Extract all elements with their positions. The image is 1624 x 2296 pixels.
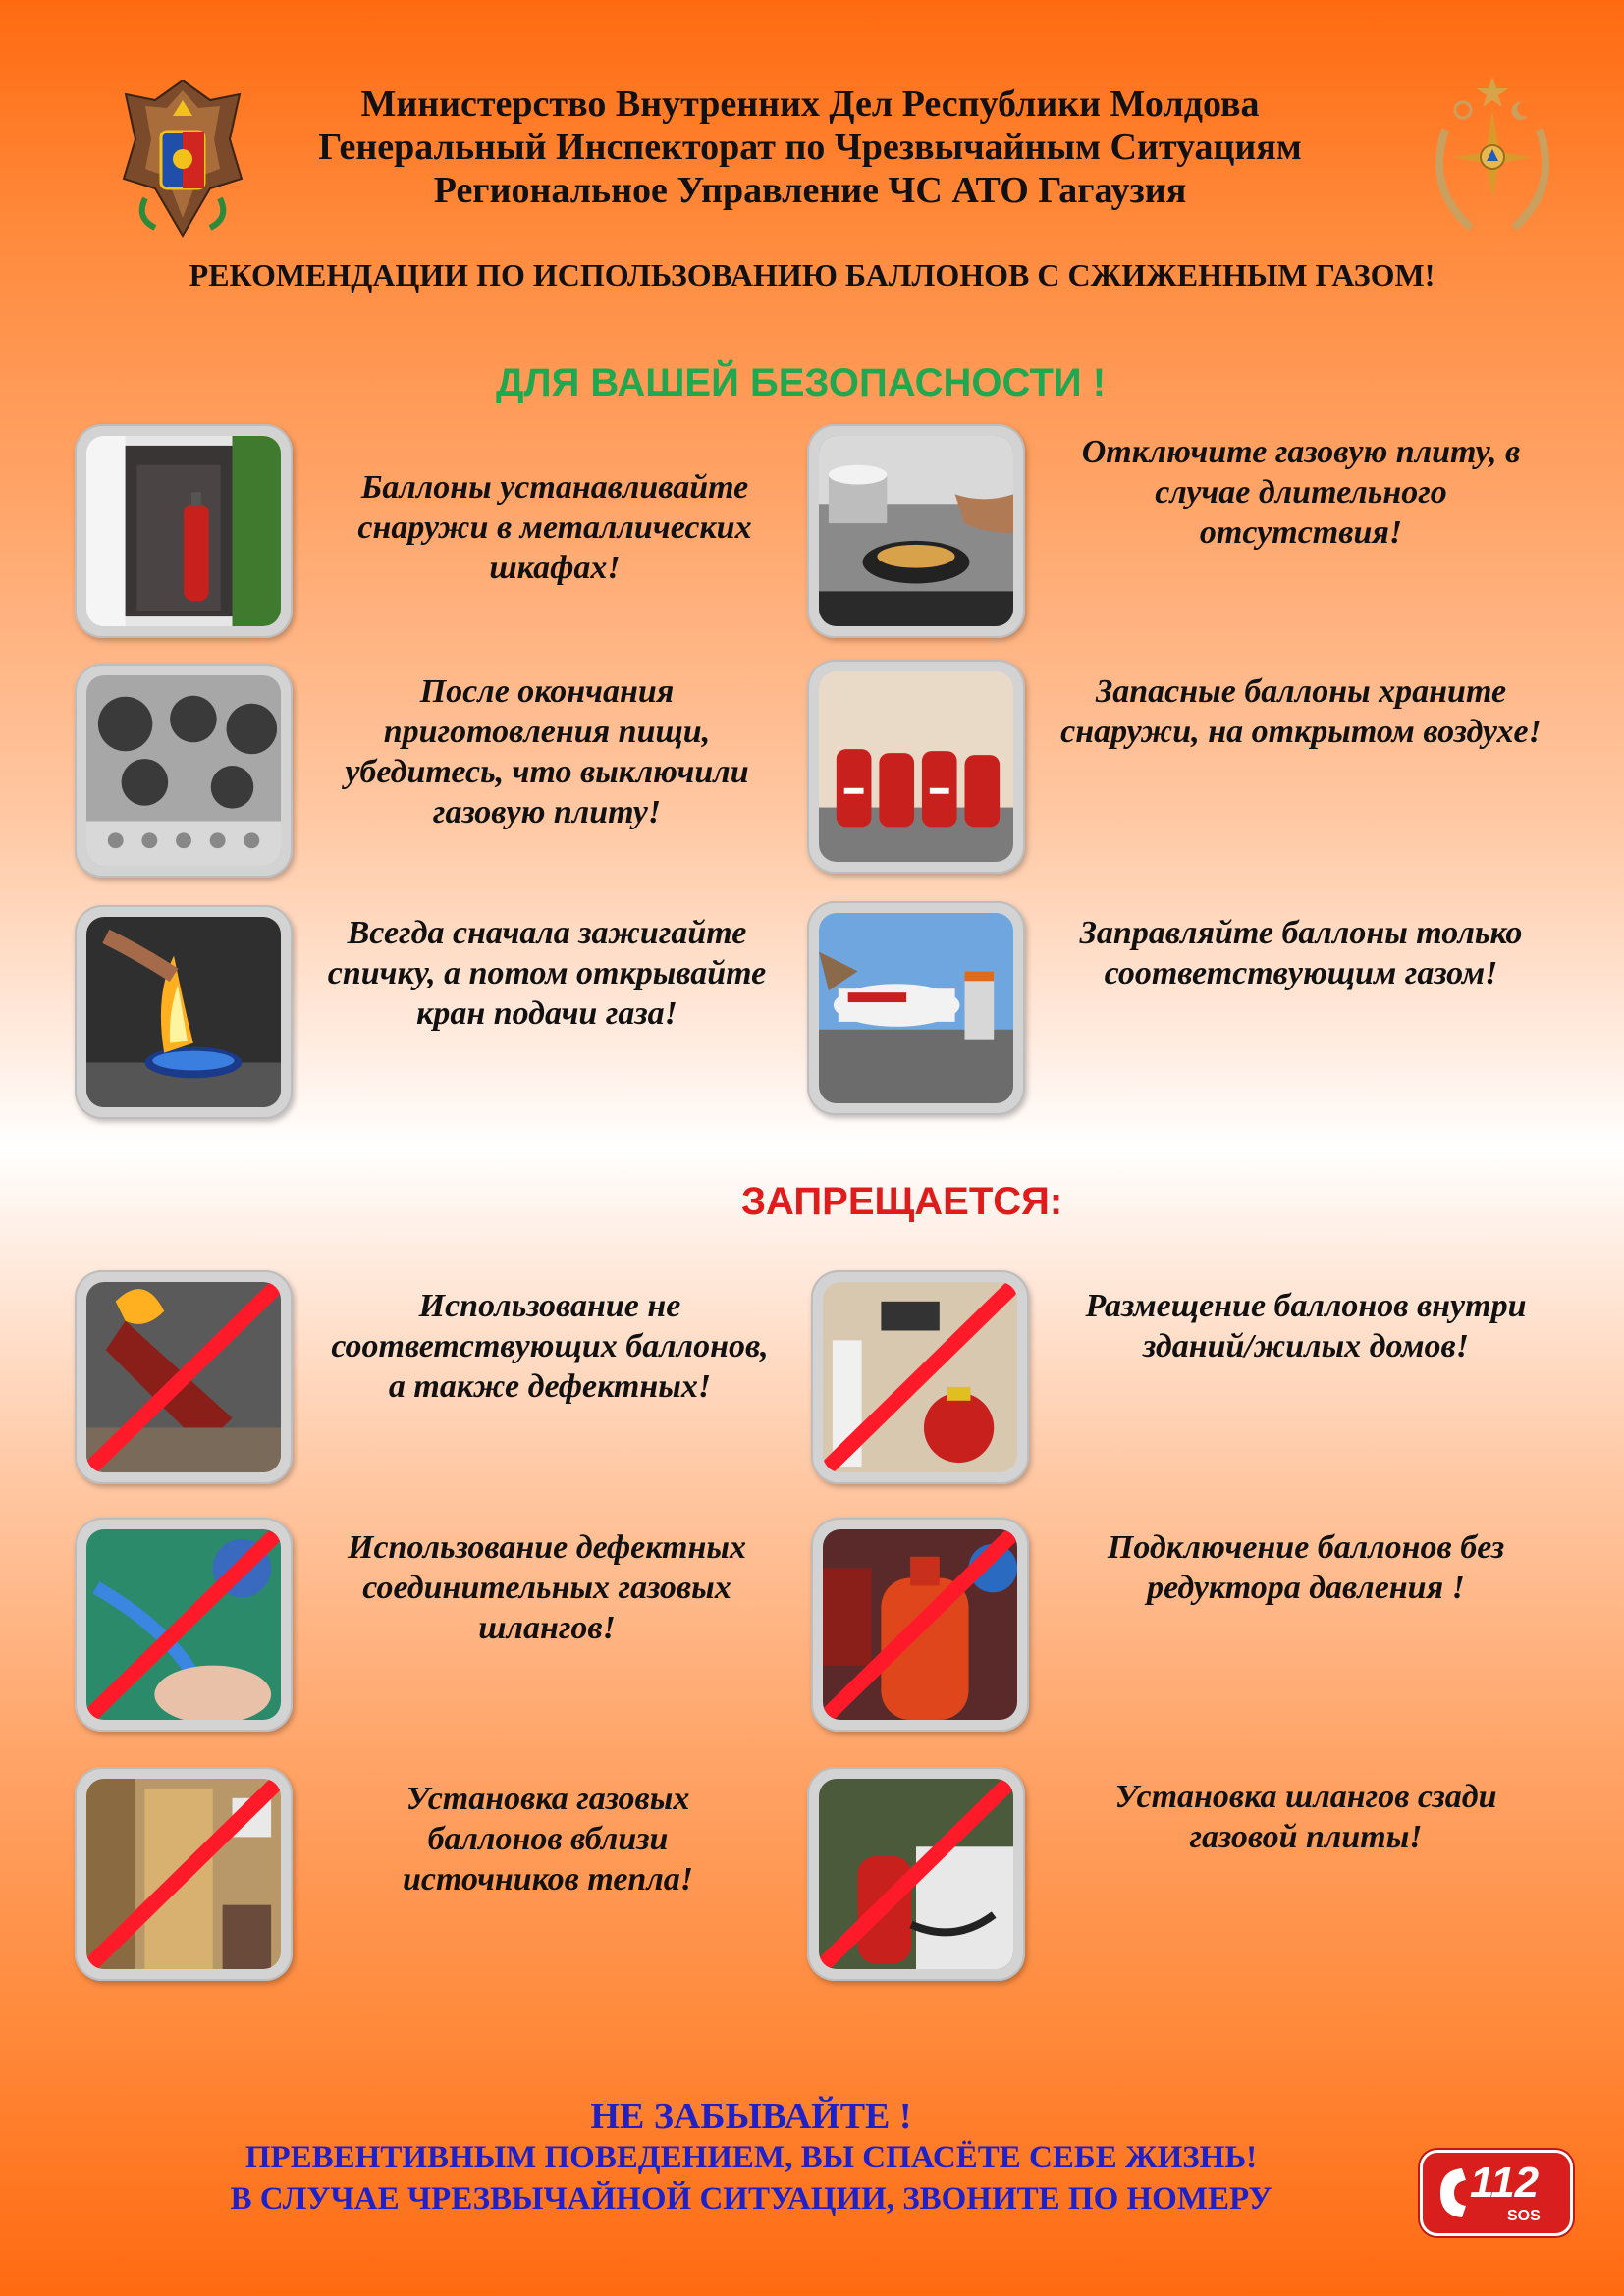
safety-item-2-text: Отключите газовую плиту, в случае длительного отсутствия!	[1081, 434, 1521, 551]
safety-item-6-text: Заправляйте баллоны только соответствующим газом!	[1079, 915, 1523, 991]
heat-source-photo	[75, 1767, 293, 1981]
gas-cabinet-photo	[75, 424, 293, 638]
safety-item-4-text: Запасные баллоны храните снаружи, на открытом воздухе!	[1060, 673, 1542, 750]
no-regulator-photo	[811, 1518, 1029, 1732]
inspectorate-title: Генеральный Инспекторат по Чрезвычайным Ситуациям	[318, 127, 1302, 168]
regional-department-title: Региональное Управление ЧС АТО Гагаузия	[433, 170, 1187, 211]
prohibited-item-6-text: Установка шлангов сзади газовой плиты!	[1114, 1779, 1497, 1855]
safety-item-5-text: Всегда сначала зажигайте спичку, а потом открывайте кран подачи газа!	[327, 915, 767, 1032]
footer-reminder: НЕ ЗАБЫВАЙТЕ !	[590, 2096, 912, 2137]
footer-prevention-text: ПРЕВЕНТИВНЫМ ПОВЕДЕНИЕМ, ВЫ СПАСЁТЕ СЕБЕ ЖИЗНЬ!	[244, 2140, 1258, 2175]
burning-cylinder-photo	[75, 1270, 293, 1484]
cooking-photo	[807, 424, 1025, 638]
page-title: РЕКОМЕНДАЦИИ ПО ИСПОЛЬЗОВАНИЮ БАЛЛОНОВ С СЖИЖЕННЫМ ГАЗОМ!	[189, 257, 1435, 293]
emergency-service-emblem-icon	[1412, 71, 1573, 243]
prohibited-heading: ЗАПРЕЩАЕТСЯ:	[741, 1180, 1063, 1223]
sos-label: SOS	[1507, 2208, 1541, 2224]
emergency-112-badge	[1420, 2150, 1573, 2236]
prohibited-item-1-text: Использование не соответствующих баллонов, а также дефектных!	[331, 1288, 769, 1405]
safety-item-3-text: После окончания приготовления пищи, убедитесь, что выключили газовую плиту!	[345, 673, 749, 830]
prohibited-item-4-text: Подключение баллонов без редуктора давления !	[1107, 1529, 1505, 1606]
hose-behind-stove-photo	[807, 1767, 1025, 1981]
gas-stove-photo	[75, 664, 293, 878]
safety-heading: ДЛЯ ВАШЕЙ БЕЗОПАСНОСТИ !	[496, 361, 1107, 404]
prohibited-item-5-text: Установка газовых баллонов вблизи источников тепла!	[402, 1781, 694, 1897]
phone-icon	[1433, 2164, 1472, 2221]
burner-flame-photo	[75, 905, 293, 1119]
gas-station-photo	[807, 901, 1025, 1115]
safety-item-1-text: Баллоны устанавливайте снаружи в металлических шкафах!	[357, 469, 752, 586]
ministry-title: Министерство Внутренних Дел Республики Молдова	[360, 83, 1260, 125]
footer-emergency-call-text: В СЛУЧАЕ ЧРЕЗВЫЧАЙНОЙ СИТУАЦИИ, ЗВОНИТЕ ПО НОМЕРУ	[230, 2181, 1272, 2216]
defective-hose-photo	[75, 1518, 293, 1732]
prohibited-item-2-text: Размещение баллонов внутри зданий/жилых домов!	[1085, 1288, 1527, 1364]
moldova-coat-of-arms-icon	[116, 71, 249, 243]
emergency-number: 112	[1470, 2159, 1540, 2207]
prohibited-item-3-text: Использование дефектных соединительных газовых шлангов!	[348, 1529, 746, 1646]
indoor-cylinder-photo	[811, 1270, 1029, 1484]
spare-cylinders-photo	[807, 660, 1025, 874]
